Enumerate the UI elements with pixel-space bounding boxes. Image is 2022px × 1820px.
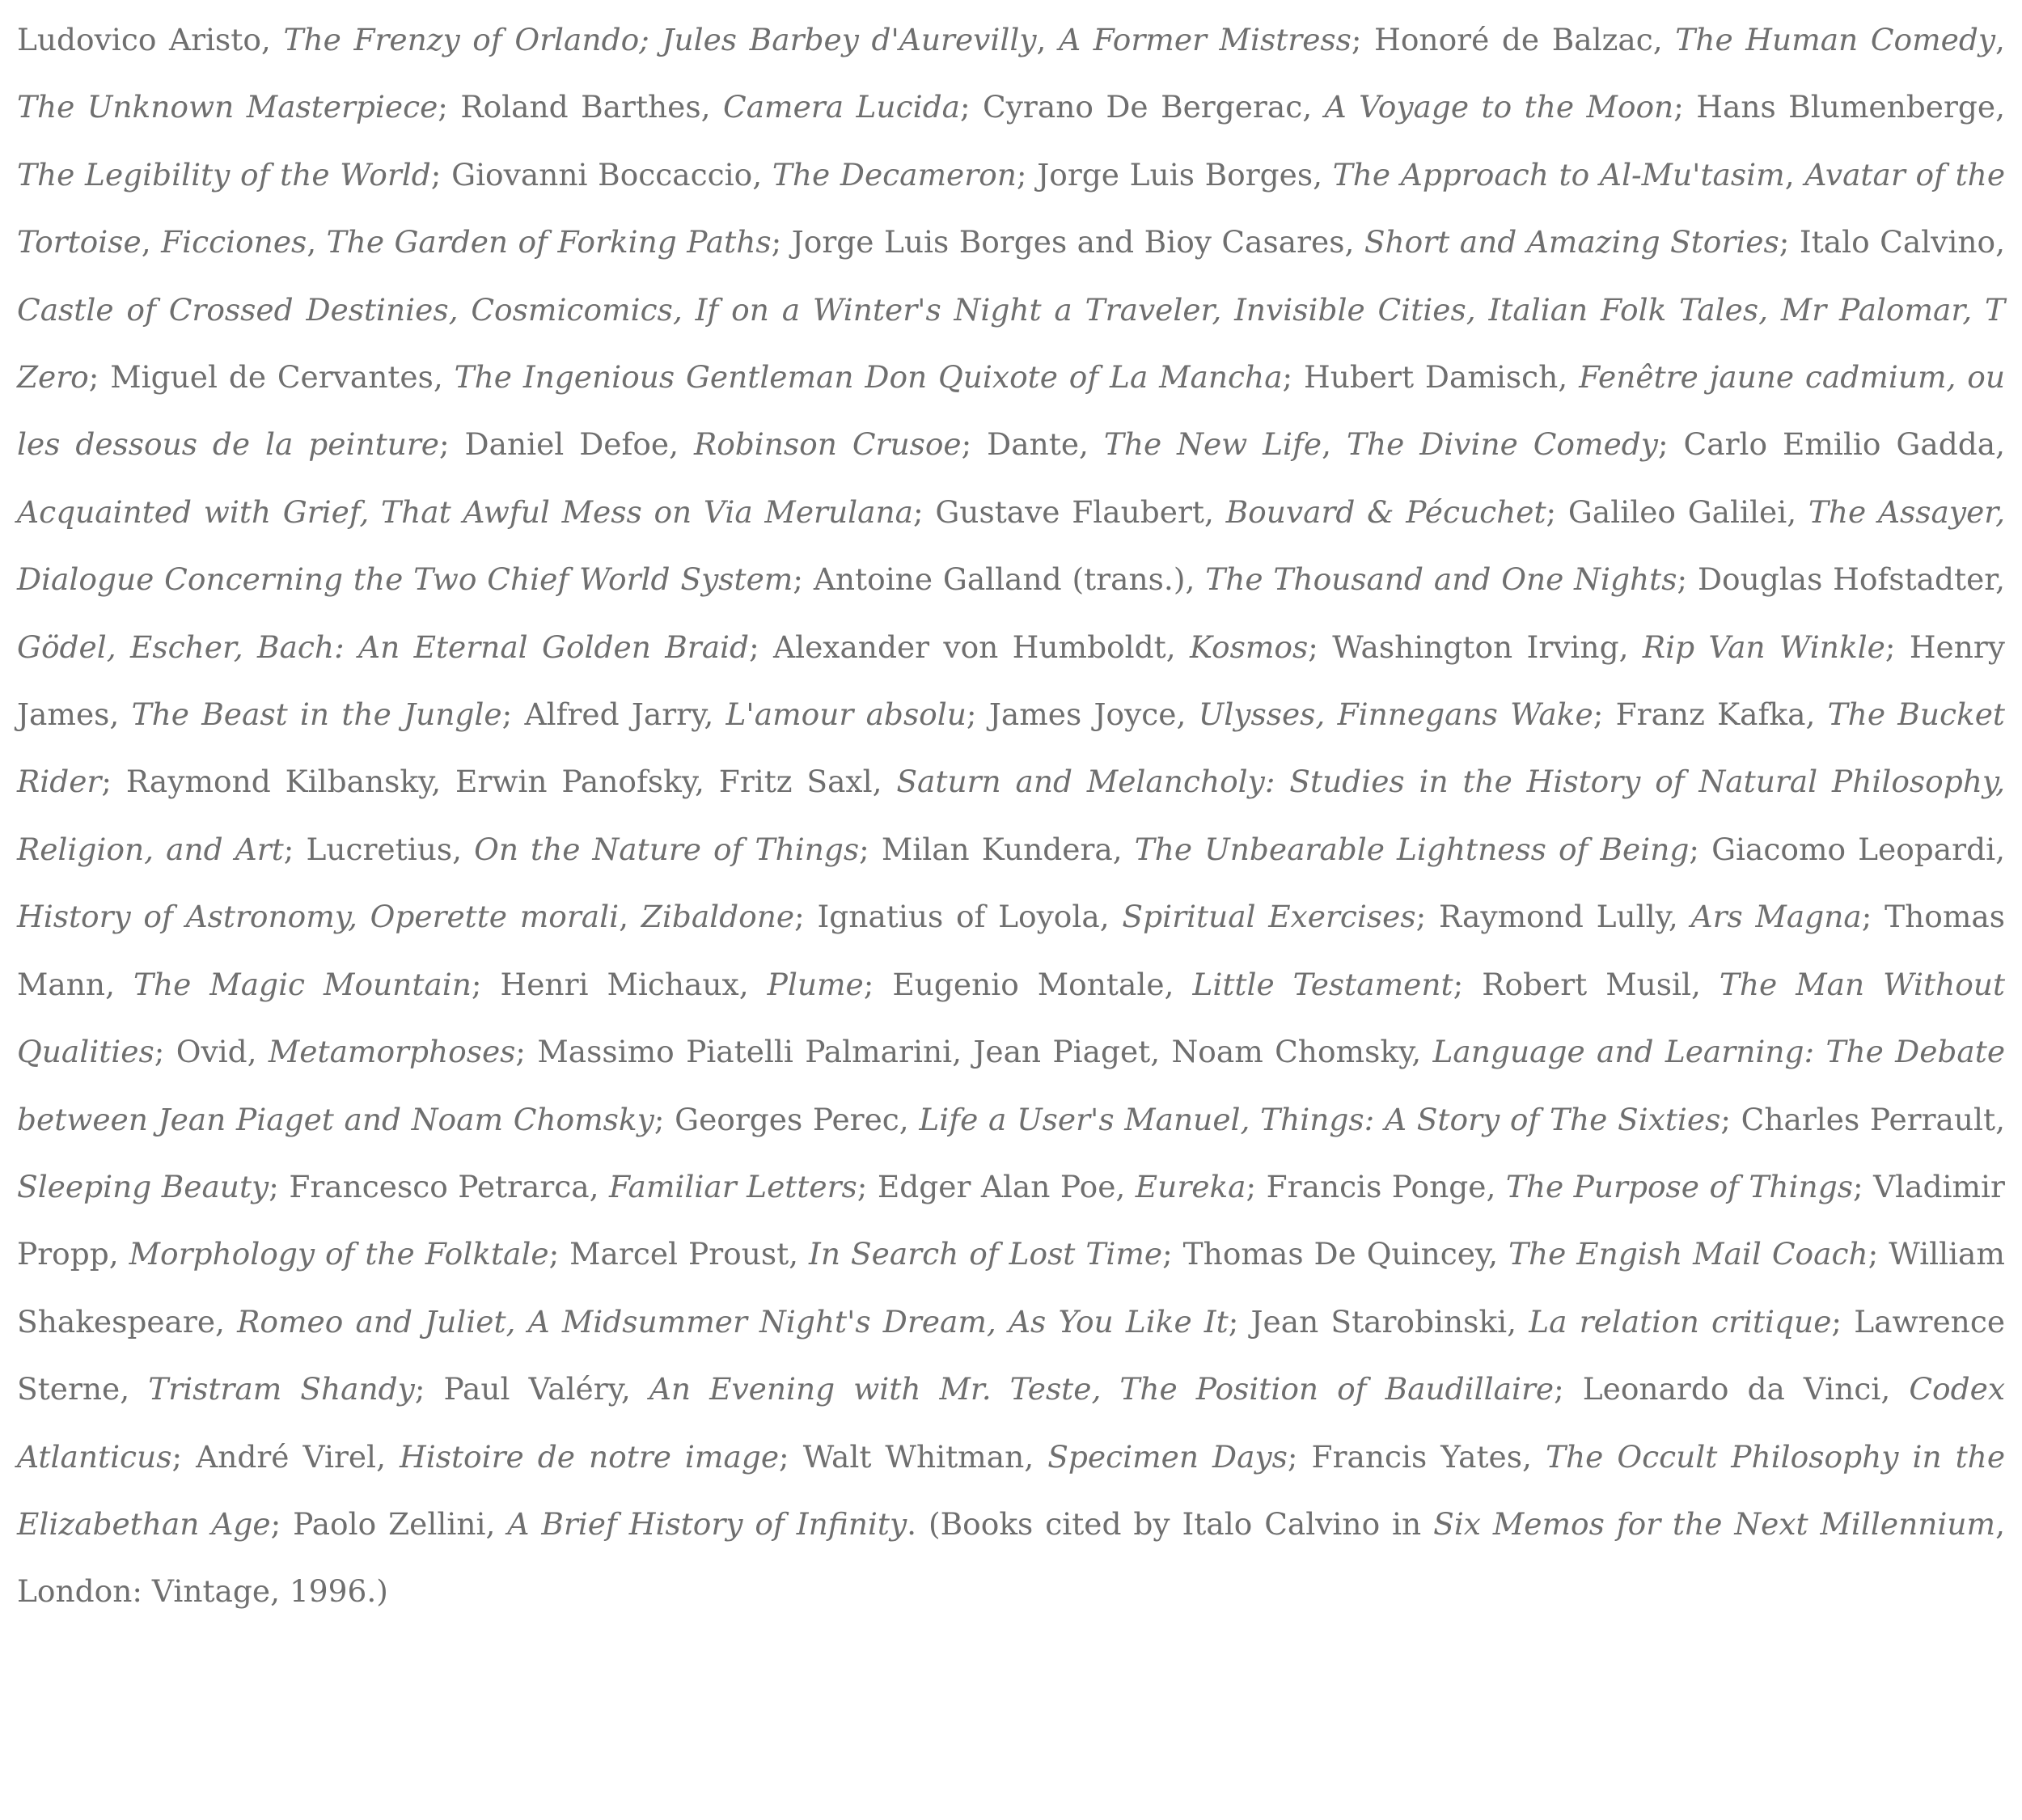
entry-author: Francesco Petrarca bbox=[289, 1168, 590, 1204]
bibliography-entry: Jules Barbey d'Aurevilly, A Former Mistress; bbox=[662, 22, 1375, 57]
bibliography-entry: Alexander von Humboldt, Kosmos; bbox=[773, 629, 1333, 665]
bibliography-entry: Marcel Proust, In Search of Lost Time; bbox=[569, 1236, 1183, 1272]
entry-title: The Frenzy of Orlando; bbox=[283, 22, 649, 57]
entry-author: Alexander von Humboldt bbox=[773, 629, 1166, 665]
entry-title: Sleeping Beauty bbox=[17, 1168, 269, 1204]
bibliography-entry: Massimo Piatelli Palmarini, Jean Piaget, Noam Chomsky, Language and Learning: The Debate between Jean Piaget and Noam Chomsky; bbox=[17, 1034, 2006, 1137]
bibliography-entry: Hans Blumenberge, The Legibility of the World; bbox=[17, 89, 2006, 193]
entry-title: Robinson Crusoe bbox=[693, 426, 962, 463]
entry-title: The Ingenious Gentleman Don Quixote of La Mancha bbox=[454, 359, 1283, 396]
entry-author: Henry James bbox=[17, 629, 2005, 733]
bibliography-entry: Honoré de Balzac, The Human Comedy, The Unknown Masterpiece; bbox=[17, 22, 2005, 125]
entry-title: The Thousand and One Nights bbox=[1205, 561, 1677, 598]
entry-title: The Engish Mail Coach bbox=[1508, 1236, 1868, 1272]
entry-author: Henri Michaux bbox=[500, 966, 739, 1002]
entry-title: The Unknown Masterpiece bbox=[17, 89, 438, 125]
entry-author: Jean Starobinski bbox=[1250, 1303, 1508, 1340]
entry-title: Romeo and Juliet, A Midsummer Night's Dream, As You Like It bbox=[237, 1303, 1229, 1340]
entry-author: Georges Perec bbox=[675, 1101, 899, 1137]
entry-title: Rip Van Winkle bbox=[1642, 629, 1885, 665]
entry-title: Specimen Days bbox=[1047, 1438, 1288, 1475]
entry-title: The Man Without Qualities bbox=[17, 966, 2006, 1070]
bibliography-entry: Jorge Luis Borges and Bioy Casares, Short and Amazing Stories; bbox=[791, 224, 1800, 260]
entry-author: Edger Alan Poe bbox=[877, 1168, 1116, 1204]
bibliography-entry: Gustave Flaubert, Bouvard & Pécuchet; bbox=[935, 493, 1568, 530]
entry-title: The Bucket Rider bbox=[17, 696, 2005, 800]
entry-title: Language and Learning: The Debate between Jean Piaget and Noam Chomsky bbox=[17, 1034, 2006, 1137]
entry-title: The New Life bbox=[1103, 426, 1322, 463]
bibliography-entry: Giacomo Leopardi, History of Astronomy, Operette morali, Zibaldone; bbox=[17, 831, 2006, 935]
bibliography-entry: Franz Kafka, The Bucket Rider; bbox=[17, 696, 2005, 800]
entry-author: Massimo Piatelli Palmarini, Jean Piaget, Noam Chomsky bbox=[537, 1034, 1412, 1070]
entry-title: The Approach to Al-Mu'tasim bbox=[1332, 156, 1785, 193]
entry-author: Lawrence Sterne bbox=[17, 1303, 2006, 1407]
bibliography-entry: Carlo Emilio Gadda, Acquainted with Grief, That Awful Mess on Via Merulana; bbox=[17, 426, 2005, 530]
entry-author: Honoré de Balzac bbox=[1374, 22, 1653, 57]
entry-title: On the Nature of Things bbox=[474, 831, 860, 867]
entry-author: Alfred Jarry bbox=[524, 696, 704, 733]
entry-title: The Unbearable Lightness of Being bbox=[1134, 831, 1690, 867]
entry-author: Raymond Lully bbox=[1438, 899, 1669, 935]
bibliography-entry: Francis Yates, The Occult Philosophy in the Elizabethan Age; bbox=[17, 1438, 2006, 1542]
entry-author: Franz Kafka bbox=[1615, 696, 1806, 733]
entry-title: Spiritual Exercises bbox=[1122, 899, 1416, 935]
entry-author: Italo Calvino bbox=[1799, 224, 1996, 260]
entry-author: Robert Musil bbox=[1482, 966, 1691, 1002]
entry-author: Cyrano De Bergerac bbox=[983, 89, 1303, 125]
entry-title: Plume bbox=[767, 966, 864, 1002]
entry-title: L'amour absolu bbox=[725, 696, 967, 733]
entry-author: James Joyce bbox=[988, 696, 1177, 733]
entry-title: Eureka bbox=[1135, 1168, 1246, 1204]
entry-title: The Beast in the Jungle bbox=[131, 696, 502, 733]
bibliography-entry: Eugenio Montale, Little Testament; bbox=[892, 966, 1483, 1002]
entry-title: Avatar of the Tortoise bbox=[17, 156, 2006, 260]
bibliography-entry: Walt Whitman, Specimen Days; bbox=[802, 1438, 1312, 1475]
entry-author: André Virel bbox=[196, 1438, 377, 1475]
bibliography-entry: Jorge Luis Borges, The Approach to Al-Mu'tasim, Avatar of the Tortoise, Ficciones, The Garden of Forking Paths; bbox=[17, 156, 2006, 260]
bibliography-entry: James Joyce, Ulysses, Finnegans Wake; bbox=[988, 696, 1616, 733]
entry-author: Daniel Defoe bbox=[464, 426, 670, 463]
entry-author: Walt Whitman bbox=[802, 1438, 1025, 1475]
entry-author: Lucretius bbox=[306, 831, 453, 867]
entry-title: Tristram Shandy bbox=[148, 1371, 415, 1407]
citation-prefix: (Books cited by Italo Calvino in bbox=[928, 1505, 1434, 1542]
bibliography-entry: Leonardo da Vinci, Codex Atlanticus; bbox=[17, 1371, 2005, 1475]
entry-author: Francis Yates bbox=[1311, 1438, 1522, 1475]
bibliography-entry: Vladimir Propp, Morphology of the Folktale; bbox=[17, 1168, 2005, 1272]
entry-title: La relation critique bbox=[1529, 1303, 1832, 1340]
bibliography-entry: Raymond Kilbansky, Erwin Panofsky, Fritz Saxl, Saturn and Melancholy: Studies in the History of Natural Philosophy, Religion, and Art; bbox=[17, 764, 2006, 867]
bibliography-entry: Miguel de Cervantes, The Ingenious Gentleman Don Quixote of La Mancha; bbox=[110, 359, 1305, 396]
bibliography-entry: Alfred Jarry, L'amour absolu; bbox=[524, 696, 989, 733]
bibliography-entry: Hubert Damisch, Fenêtre jaune cadmium, ou les dessous de la peinture; bbox=[17, 359, 2006, 463]
bibliography-entry: Edger Alan Poe, Eureka; bbox=[877, 1168, 1267, 1204]
bibliography-entry: Lucretius, On the Nature of Things; bbox=[306, 831, 882, 867]
entry-title: Zibaldone bbox=[641, 899, 795, 935]
bibliography-entry: Giovanni Boccaccio, The Decameron; bbox=[451, 156, 1038, 193]
entry-author: Paul Valéry bbox=[443, 1371, 621, 1407]
bibliography-entry: Galileo Galilei, The Assayer, Dialogue Concerning the Two Chief World System; bbox=[17, 493, 2005, 598]
entry-title: The Legibility of the World bbox=[17, 156, 431, 193]
entry-title: Short and Amazing Stories bbox=[1364, 224, 1779, 260]
entry-title: Histoire de notre image bbox=[400, 1438, 780, 1475]
entry-title: In Search of Lost Time bbox=[809, 1236, 1163, 1272]
entry-title: A Brief History of Infinity bbox=[507, 1505, 907, 1542]
entry-author: Dante bbox=[987, 426, 1080, 463]
entry-title: Metamorphoses bbox=[268, 1034, 516, 1070]
entry-title: Ulysses, Finnegans Wake bbox=[1198, 696, 1593, 733]
entry-author: Gustave Flaubert bbox=[935, 493, 1204, 530]
entry-title: The Assayer, Dialogue Concerning the Two Chief World System bbox=[17, 493, 2005, 598]
bibliography-entry: Lawrence Sterne, Tristram Shandy; bbox=[17, 1303, 2006, 1407]
entry-author: Miguel de Cervantes bbox=[110, 359, 434, 396]
entry-author: Antoine Galland (trans.) bbox=[813, 561, 1186, 598]
citation-suffix: , London: Vintage, 1996.) bbox=[17, 1505, 2005, 1610]
bibliography-entry: Ovid, Metamorphoses; bbox=[176, 1034, 538, 1070]
bibliography-entry: William Shakespeare, Romeo and Juliet, A Midsummer Night's Dream, As You Like It; bbox=[17, 1236, 2005, 1340]
entry-author: Ovid bbox=[176, 1034, 247, 1070]
entry-author: Douglas Hofstadter bbox=[1697, 561, 1996, 598]
entry-title: Acquainted with Grief, That Awful Mess on Via Merulana bbox=[17, 493, 913, 530]
entry-author: Milan Kundera bbox=[881, 831, 1113, 867]
bibliography-entry: Francesco Petrarca, Familiar Letters; bbox=[289, 1168, 878, 1204]
entry-title: Gödel, Escher, Bach: An Eternal Golden Braid bbox=[17, 629, 750, 665]
bibliography-entry: Jean Starobinski, La relation critique; bbox=[1250, 1303, 1855, 1340]
bibliography-entry: Henry James, The Beast in the Jungle; bbox=[17, 629, 2005, 733]
entry-title: Familiar Letters bbox=[609, 1168, 857, 1204]
entry-author: Washington Irving bbox=[1332, 629, 1619, 665]
bibliography-entry: Raymond Lully, Ars Magna; bbox=[1438, 899, 1885, 935]
entry-author: Jorge Luis Borges bbox=[1037, 156, 1313, 193]
bibliography-entry: Washington Irving, Rip Van Winkle; bbox=[1332, 629, 1910, 665]
bibliography-entry: Thomas De Quincey, The Engish Mail Coach; bbox=[1182, 1236, 1889, 1272]
bibliography-entry: Paul Valéry, An Evening with Mr. Teste, The Position of Baudillaire; bbox=[443, 1371, 1583, 1407]
entry-author: Carlo Emilio Gadda bbox=[1683, 426, 1996, 463]
entry-author: Vladimir Propp bbox=[17, 1168, 2005, 1272]
entry-author: Jorge Luis Borges and Bioy Casares bbox=[791, 224, 1345, 260]
bibliography-entry: André Virel, Histoire de notre image; bbox=[196, 1438, 803, 1475]
entry-author: Paolo Zellini bbox=[293, 1505, 486, 1542]
entry-author: William Shakespeare bbox=[17, 1236, 2005, 1340]
entry-title: The Decameron bbox=[772, 156, 1017, 193]
bibliography-entry: Thomas Mann, The Magic Mountain; bbox=[17, 899, 2005, 1002]
entry-author: Raymond Kilbansky, Erwin Panofsky, Fritz Saxl bbox=[125, 764, 873, 800]
entry-author: Ignatius of Loyola bbox=[817, 899, 1100, 935]
entry-title: A Former Mistress bbox=[1059, 22, 1352, 57]
bibliography-entry: Charles Perrault, Sleeping Beauty; bbox=[17, 1101, 2005, 1204]
entry-title: The Magic Mountain bbox=[133, 966, 472, 1002]
entry-title: Codex Atlanticus bbox=[17, 1371, 2005, 1475]
entry-title: The Human Comedy bbox=[1675, 22, 1996, 57]
entry-title: History of Astronomy, Operette morali bbox=[17, 899, 620, 935]
entry-title: Morphology of the Folktale bbox=[129, 1236, 549, 1272]
bibliography-entry: Georges Perec, Life a User's Manuel, Things: A Story of The Sixties; bbox=[675, 1101, 1741, 1137]
entry-author: Leonardo da Vinci bbox=[1582, 1371, 1881, 1407]
bibliography-entry: Henri Michaux, Plume; bbox=[500, 966, 893, 1002]
entry-author: Ludovico Aristo bbox=[17, 22, 261, 57]
bibliography-entry: Francis Ponge, The Purpose of Things; bbox=[1266, 1168, 1874, 1204]
entry-author: Francis Ponge bbox=[1266, 1168, 1487, 1204]
entry-title: The Purpose of Things bbox=[1505, 1168, 1853, 1204]
citation-title: Six Memos for the Next Millennium bbox=[1433, 1505, 1996, 1542]
entry-author: Charles Perrault bbox=[1741, 1101, 1996, 1137]
entry-author: Marcel Proust bbox=[569, 1236, 789, 1272]
bibliography-entry: Dante, The New Life, The Divine Comedy; bbox=[987, 426, 1684, 463]
entry-title: Little Testament bbox=[1192, 966, 1453, 1002]
entry-author: Jules Barbey d'Aurevilly bbox=[662, 22, 1037, 57]
entry-title: Kosmos bbox=[1190, 629, 1309, 665]
bibliography-entry: Milan Kundera, The Unbearable Lightness of Being; bbox=[881, 831, 1712, 867]
entry-title: Ficciones bbox=[161, 224, 307, 260]
bibliography-entry: Ludovico Aristo, The Frenzy of Orlando; bbox=[17, 22, 649, 57]
bibliography-entry: Ignatius of Loyola, Spiritual Exercises; bbox=[817, 899, 1439, 935]
bibliography-entry: Paolo Zellini, A Brief History of Infinity. bbox=[293, 1505, 929, 1542]
entry-title: Life a User's Manuel, Things: A Story of The Sixties bbox=[919, 1101, 1721, 1137]
entry-title: Bouvard & Pécuchet bbox=[1225, 493, 1546, 530]
entry-title: An Evening with Mr. Teste, The Position of Baudillaire bbox=[649, 1371, 1555, 1407]
entry-author: Hubert Damisch bbox=[1304, 359, 1559, 396]
entry-title: Fenêtre jaune cadmium, ou les dessous de la peinture bbox=[17, 359, 2006, 463]
entry-title: Ars Magna bbox=[1690, 899, 1862, 935]
entry-title: The Occult Philosophy in the Elizabethan Age bbox=[17, 1438, 2006, 1542]
entry-title: Camera Lucida bbox=[723, 89, 960, 125]
entry-author: Eugenio Montale bbox=[892, 966, 1165, 1002]
entry-author: Hans Blumenberge bbox=[1696, 89, 1996, 125]
entry-author: Thomas De Quincey bbox=[1182, 1236, 1489, 1272]
entry-title: Castle of Crossed Destinies, Cosmicomics, If on a Winter's Night a Traveler, Invisible Cities, Italian Folk Tales, Mr Palomar, T Zero bbox=[17, 291, 2005, 396]
entry-author: Thomas Mann bbox=[17, 899, 2005, 1002]
bibliography-entry: Italo Calvino, Castle of Crossed Destinies, Cosmicomics, If on a Winter's Night a Traveler, Invisible Cities, Italian Folk Tales, Mr Palomar, T Zero; bbox=[17, 224, 2006, 396]
entry-title: The Divine Comedy bbox=[1346, 426, 1658, 463]
entry-author: Giacomo Leopardi bbox=[1711, 831, 1996, 867]
bibliography-entry: Cyrano De Bergerac, A Voyage to the Moon; bbox=[983, 89, 1697, 125]
bibliography-entry: Robert Musil, The Man Without Qualities; bbox=[17, 966, 2006, 1070]
bibliography-entry: Douglas Hofstadter, Gödel, Escher, Bach: An Eternal Golden Braid; bbox=[17, 561, 2005, 665]
entry-author: Galileo Galilei bbox=[1567, 493, 1787, 530]
entry-author: Giovanni Boccaccio bbox=[451, 156, 753, 193]
entry-title: Saturn and Melancholy: Studies in the History of Natural Philosophy, Religion, and Art bbox=[17, 764, 2006, 867]
entry-title: The Garden of Forking Paths bbox=[326, 224, 772, 260]
entry-title: A Voyage to the Moon bbox=[1324, 89, 1674, 125]
entry-author: Roland Barthes bbox=[460, 89, 701, 125]
bibliography-entry: Antoine Galland (trans.), The Thousand and One Nights; bbox=[813, 561, 1698, 598]
bibliography-entry: Daniel Defoe, Robinson Crusoe; bbox=[464, 426, 988, 463]
bibliography-paragraph bbox=[17, 6, 2005, 1626]
bibliography-entry: Roland Barthes, Camera Lucida; bbox=[460, 89, 984, 125]
